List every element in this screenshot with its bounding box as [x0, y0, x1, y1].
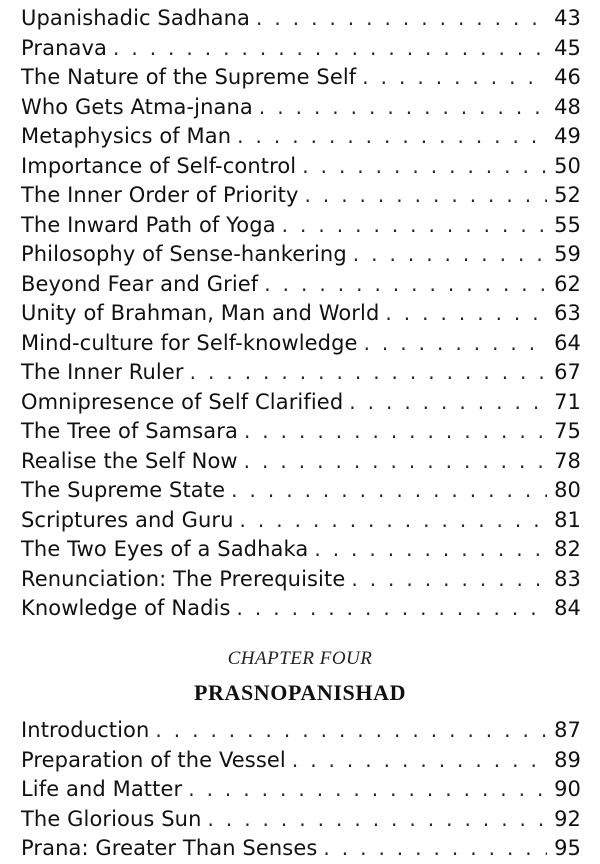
- toc-entry-title: Philosophy of Sense-hankering: [21, 242, 347, 266]
- toc-entry-title: Upanishadic Sadhana: [21, 6, 251, 30]
- toc-entry-page: 84: [554, 596, 581, 620]
- toc-leader-dots: [343, 388, 547, 418]
- toc-entry-page: 75: [554, 419, 581, 443]
- toc-entry-title: Mind-culture for Self-knowledge: [21, 330, 358, 355]
- toc-entry-title: The Supreme State: [21, 478, 226, 502]
- toc-entry-title: Preparation of the Vessel: [21, 747, 286, 772]
- toc-leader-dots: [356, 63, 547, 93]
- toc-entry: [21, 388, 581, 418]
- toc-entry-title: Life and Matter: [21, 777, 183, 801]
- toc-leader-dots: [296, 152, 547, 182]
- toc-entry: [21, 565, 581, 595]
- toc-entry-page: 55: [554, 212, 581, 237]
- toc-entry-title: Pranava: [21, 35, 107, 60]
- toc-entry: [21, 122, 581, 152]
- toc-entry: [21, 181, 581, 211]
- toc-entry-title: The Inward Path of Yoga: [21, 212, 276, 237]
- toc-entry-page: 67: [554, 360, 581, 384]
- toc-leader-dots: [286, 746, 547, 776]
- toc-entry-title: The Nature of the Supreme Self: [21, 65, 357, 89]
- toc-entry-page: 71: [554, 389, 581, 414]
- toc-entry-title: The Tree of Samsara: [21, 419, 238, 443]
- toc-entry-page: 46: [554, 65, 581, 89]
- toc-entry-page: 50: [554, 153, 581, 178]
- toc-entry-title: Beyond Fear and Grief: [21, 271, 259, 296]
- toc-entry-title: The Inner Order of Priority: [21, 183, 299, 207]
- toc-entry-title: Introduction: [21, 718, 150, 742]
- toc-entry-page: 49: [554, 124, 581, 148]
- toc-entry-title: Scriptures and Guru: [21, 507, 234, 532]
- toc-entry-page: 89: [554, 747, 581, 772]
- toc-entry-title: Importance of Self-control: [21, 153, 297, 178]
- toc-entry: [21, 4, 581, 34]
- toc-leader-dots: [225, 476, 547, 506]
- toc-entry-page: 48: [554, 94, 581, 119]
- toc-leader-dots: [231, 122, 547, 152]
- toc-leader-dots: [231, 594, 547, 624]
- toc-entry-page: 78: [554, 448, 581, 473]
- toc-entry-page: 87: [554, 718, 581, 742]
- toc-entry-title: Omnipresence of Self Clarified: [21, 389, 344, 414]
- toc-leader-dots: [201, 805, 547, 835]
- chapter-title: PRASNOPANISHAD: [193, 680, 407, 705]
- toc-entry: [21, 746, 581, 776]
- toc-entry-page: 62: [554, 271, 581, 296]
- toc-entry-page: 64: [554, 330, 581, 355]
- toc-entry-title: Renunciation: The Prerequisite: [21, 566, 346, 591]
- toc-entry: [21, 447, 581, 477]
- toc-entry: [21, 805, 581, 835]
- toc-leader-dots: [298, 181, 547, 211]
- toc-leader-dots: [234, 506, 547, 536]
- toc-list-upper: [21, 4, 581, 624]
- toc-entry-title: The Glorious Sun: [21, 806, 202, 831]
- toc-leader-dots: [317, 834, 547, 864]
- toc-entry: [21, 34, 581, 64]
- toc-entry: [21, 329, 581, 359]
- toc-entry: [21, 716, 581, 746]
- toc-entry-page: 59: [554, 242, 581, 266]
- toc-leader-dots: [182, 775, 547, 805]
- toc-entry-title: Unity of Brahman, Man and World: [21, 301, 380, 325]
- toc-entry: [21, 270, 581, 300]
- toc-leader-dots: [347, 240, 547, 270]
- toc-leader-dots: [250, 4, 547, 34]
- toc-entry: [21, 299, 581, 329]
- toc-entry: [21, 417, 581, 447]
- toc-entry-page: 92: [554, 806, 581, 831]
- toc-entry-title: Metaphysics of Man: [21, 124, 232, 148]
- toc-entry: [21, 594, 581, 624]
- toc-leader-dots: [149, 716, 547, 746]
- toc-leader-dots: [345, 565, 547, 595]
- toc-list-lower: [21, 716, 581, 864]
- toc-leader-dots: [258, 270, 547, 300]
- toc-leader-dots: [107, 34, 547, 64]
- toc-entry-title: Who Gets Atma-jnana: [21, 94, 253, 119]
- toc-entry: [21, 93, 581, 123]
- toc-entry-page: 90: [554, 777, 581, 801]
- toc-entry-title: The Inner Ruler: [21, 360, 184, 384]
- toc-leader-dots: [358, 329, 547, 359]
- toc-entry: [21, 63, 581, 93]
- toc-entry-page: 81: [554, 507, 581, 532]
- toc-entry: [21, 211, 581, 241]
- toc-leader-dots: [379, 299, 547, 329]
- toc-leader-dots: [276, 211, 547, 241]
- toc-leader-dots: [184, 358, 547, 388]
- chapter-label: CHAPTER FOUR: [227, 648, 373, 669]
- toc-leader-dots: [308, 535, 547, 565]
- toc-entry-page: 83: [554, 566, 581, 591]
- toc-entry-page: 45: [554, 35, 581, 60]
- toc-entry: [21, 775, 581, 805]
- toc-entry: [21, 240, 581, 270]
- toc-entry-page: 95: [554, 836, 581, 860]
- toc-entry-page: 52: [554, 183, 581, 207]
- toc-entry-page: 82: [554, 537, 581, 561]
- toc-entry: [21, 535, 581, 565]
- toc-leader-dots: [238, 417, 547, 447]
- toc-entry-title: The Two Eyes of a Sadhaka: [21, 537, 309, 561]
- toc-entry: [21, 358, 581, 388]
- toc-entry-title: Realise the Self Now: [21, 448, 238, 473]
- toc-entry: [21, 152, 581, 182]
- toc-entry-page: 63: [554, 301, 581, 325]
- toc-leader-dots: [253, 93, 547, 123]
- toc-entry-page: 43: [554, 6, 581, 30]
- toc-entry-page: 80: [554, 478, 581, 502]
- toc-entry: [21, 476, 581, 506]
- toc-entry-title: Prana: Greater Than Senses: [21, 836, 318, 860]
- toc-entry: [21, 506, 581, 536]
- toc-leader-dots: [238, 447, 547, 477]
- toc-entry-title: Knowledge of Nadis: [21, 596, 231, 620]
- toc-entry: [21, 834, 581, 864]
